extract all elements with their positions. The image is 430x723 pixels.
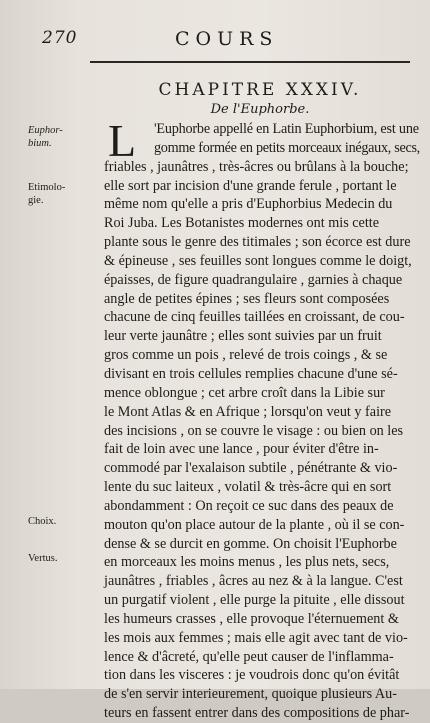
text-line: jaunâtres , friables , âcres au nez & à la langue. C'est <box>104 573 403 590</box>
text-line: angle de petites épines ; ses fleurs sont composées <box>104 290 390 307</box>
section-title: De l'Euphorbe. <box>210 102 310 117</box>
text-line: les humeurs crasses , elle provoque l'éternuement & <box>104 610 399 627</box>
text-line: des incisions , on se couvre le visage : ou bien on les <box>104 422 404 439</box>
text-line: un purgatif violent , elle purge la pituite , elle dissout <box>104 592 405 609</box>
text-line: commodé par l'exalaison subtile , pénétrante & vio- <box>104 460 398 477</box>
text-line: divisant en trois cellules remplies chacune d'une sé- <box>104 365 398 382</box>
drop-cap: L <box>108 115 137 166</box>
margin-note-line: Choix. <box>28 516 57 527</box>
margin-note-euphorbium <box>28 124 63 150</box>
text-line: épaisses, de figure quadrangulaire , garnies à chaque <box>104 271 403 288</box>
page-number: 270 <box>42 28 78 48</box>
text-line: lente du suc laiteux , volatil & très-âcre qui en sort <box>104 479 392 496</box>
margin-note-line: bium. <box>28 138 52 149</box>
text-line: gomme formée en petits morceaux inégaux, secs, <box>154 139 420 156</box>
running-title: COURS <box>175 28 279 50</box>
text-line: elle sort par incision d'une grande ferule , portant le <box>104 177 397 194</box>
text-line: 'Euphorbe appellé en Latin Euphorbium, est une <box>154 121 419 137</box>
text-line: tion dans les visceres : je voudrois donc qu'on évitât <box>104 667 400 684</box>
margin-note-line: Etimolo- <box>28 182 66 193</box>
margin-note-etimologie <box>28 181 65 207</box>
text-line: même nom qu'elle a pris d'Euphorbius Medecin du <box>104 196 393 213</box>
text-line: & épineuse , ses feuilles sont longues comme le doigt, <box>104 252 412 269</box>
text-line: gros comme un pois , relevé de trois coings , & se <box>104 347 388 364</box>
margin-note-choix <box>28 515 56 528</box>
margin-note-vertus <box>28 552 57 565</box>
text-line: fait de loin avec une lance , pour éviter d'être in- <box>104 441 379 458</box>
text-line: friables , jaunâtres , très-âcres ou brûlans à la bouche; <box>104 158 409 175</box>
margin-note-line: gie. <box>28 195 44 206</box>
text-line: mence oblongue ; cet arbre croît dans la Libie sur <box>104 384 385 401</box>
chapter-heading: CHAPITRE XXXIV. <box>158 80 362 100</box>
text-line: abondamment : On reçoit ce suc dans des peaux de <box>104 497 394 514</box>
margin-note-line: Euphor- <box>28 125 63 136</box>
text-line: le Mont Atlas & en Afrique ; lorsqu'on veut y faire <box>104 403 392 420</box>
text-line: les mois aux femmes ; mais elle agit avec tant de vio- <box>104 629 408 646</box>
header-rule <box>90 61 410 63</box>
margin-note-line: Vertus. <box>28 553 58 564</box>
body-text <box>104 115 420 723</box>
text-line: plante sous le genre des titimales ; son écorce est dure <box>104 234 411 251</box>
text-line: dense & se durcit en gomme. On choisit l'Euphorbe <box>104 535 397 552</box>
text-line: mouton qu'on place autour de la plante , où il se con- <box>104 516 405 533</box>
text-line: en morceaux les moins menus , les plus nets, secs, <box>104 554 390 571</box>
text-line: lence & d'âcreté, qu'elle peut causer de l'inflamma- <box>104 648 394 665</box>
text-line: de s'en servir interieurement, quoique plusieurs Au- <box>104 686 397 703</box>
text-line: teurs en fassent entrer dans des compositions de phar- <box>104 705 410 722</box>
page-header <box>0 28 430 52</box>
text-line: leur verte jaunâtre ; elles sont suivies par un fruit <box>104 328 382 345</box>
text-line: Roi Juba. Les Botanistes modernes ont mis cette <box>104 215 380 232</box>
text-line: chacune de cinq feuilles taillées en croissant, de cou- <box>104 309 405 326</box>
